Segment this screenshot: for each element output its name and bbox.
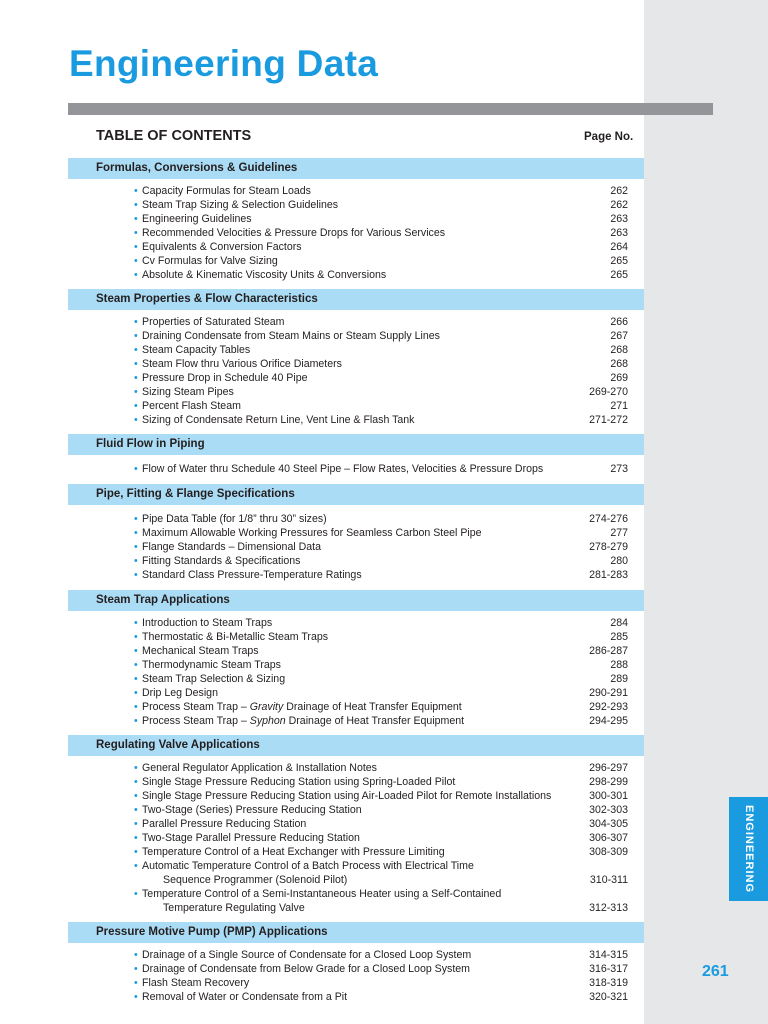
bullet-icon: • bbox=[134, 555, 138, 567]
bullet-icon: • bbox=[134, 199, 138, 211]
toc-section bbox=[68, 735, 644, 922]
entry-text: Cv Formulas for Valve Sizing bbox=[142, 255, 278, 267]
section-header: Steam Properties & Flow Characteristics bbox=[68, 289, 644, 310]
entry-text: Temperature Control of a Heat Exchanger with Pressure Limiting bbox=[142, 846, 445, 858]
section-header: Steam Trap Applications bbox=[68, 590, 644, 611]
bullet-icon: • bbox=[134, 241, 138, 253]
toc-entry[interactable] bbox=[68, 962, 644, 976]
entry-page-number: 296-297 bbox=[589, 762, 628, 774]
entry-text: Thermostatic & Bi-Metallic Steam Traps bbox=[142, 631, 329, 643]
entry-page-number: 263 bbox=[610, 227, 628, 239]
bullet-icon: • bbox=[134, 832, 138, 844]
entry-page-number: 294-295 bbox=[589, 715, 628, 727]
entry-text: Sizing of Condensate Return Line, Vent Line & Flash Tank bbox=[142, 414, 415, 426]
entry-page-number: 302-303 bbox=[589, 804, 628, 816]
toc-entry[interactable] bbox=[68, 357, 644, 371]
entry-text-continued: Sequence Programmer (Solenoid Pilot) bbox=[163, 874, 348, 886]
entry-text: Two-Stage (Series) Pressure Reducing Station bbox=[142, 804, 362, 816]
bullet-icon: • bbox=[134, 527, 138, 539]
bullet-icon: • bbox=[134, 344, 138, 356]
bullet-icon: • bbox=[134, 963, 138, 975]
entry-text: Drainage of a Single Source of Condensate for a Closed Loop System bbox=[142, 949, 472, 961]
entry-page-number: 274-276 bbox=[589, 513, 628, 525]
toc-entry[interactable] bbox=[68, 240, 644, 254]
entry-page-number: 298-299 bbox=[589, 776, 628, 788]
entry-page-number: 262 bbox=[610, 185, 628, 197]
entry-text: Flash Steam Recovery bbox=[142, 977, 250, 989]
toc-entry[interactable] bbox=[68, 212, 644, 226]
entry-text: Parallel Pressure Reducing Station bbox=[142, 818, 307, 830]
section-item-list bbox=[68, 505, 644, 590]
entry-page-number: 288 bbox=[610, 659, 628, 671]
entry-text: Maximum Allowable Working Pressures for Seamless Carbon Steel Pipe bbox=[142, 527, 482, 539]
toc-entry[interactable] bbox=[68, 817, 644, 831]
entry-page-number: 304-305 bbox=[589, 818, 628, 830]
entry-text: Flow of Water thru Schedule 40 Steel Pipe – Flow Rates, Velocities & Pressure Drops bbox=[142, 463, 544, 475]
bullet-icon: • bbox=[134, 776, 138, 788]
table-of-contents bbox=[68, 158, 644, 1011]
bullet-icon: • bbox=[134, 818, 138, 830]
section-item-list bbox=[68, 310, 644, 434]
entry-text: Removal of Water or Condensate from a Pit bbox=[142, 991, 348, 1003]
entry-text: Pressure Drop in Schedule 40 Pipe bbox=[142, 372, 308, 384]
bullet-icon: • bbox=[134, 673, 138, 685]
toc-entry[interactable] bbox=[68, 616, 644, 630]
toc-entry[interactable] bbox=[68, 512, 644, 526]
toc-entry[interactable] bbox=[68, 254, 644, 268]
entry-text-continued: Temperature Regulating Valve bbox=[163, 902, 305, 914]
bullet-icon: • bbox=[134, 330, 138, 342]
toc-section bbox=[68, 158, 644, 289]
bullet-icon: • bbox=[134, 316, 138, 328]
entry-page-number: 269 bbox=[610, 372, 628, 384]
toc-entry[interactable] bbox=[68, 329, 644, 343]
bullet-icon: • bbox=[134, 213, 138, 225]
bullet-icon: • bbox=[134, 513, 138, 525]
entry-page-number: 292-293 bbox=[589, 701, 628, 713]
bullet-icon: • bbox=[134, 255, 138, 267]
entry-page-number: 281-283 bbox=[589, 569, 628, 581]
entry-page-number: 316-317 bbox=[589, 963, 628, 975]
entry-page-number: 262 bbox=[610, 199, 628, 211]
entry-text: Drip Leg Design bbox=[142, 687, 218, 699]
toc-entry[interactable] bbox=[68, 700, 644, 714]
toc-entry[interactable] bbox=[68, 658, 644, 672]
toc-entry[interactable] bbox=[68, 399, 644, 413]
bullet-icon: • bbox=[134, 463, 138, 475]
section-header: Regulating Valve Applications bbox=[68, 735, 644, 756]
bullet-icon: • bbox=[134, 790, 138, 802]
entry-page-number: 264 bbox=[610, 241, 628, 253]
bullet-icon: • bbox=[134, 687, 138, 699]
bullet-icon: • bbox=[134, 400, 138, 412]
section-item-list bbox=[68, 455, 644, 484]
section-header: Formulas, Conversions & Guidelines bbox=[68, 158, 644, 179]
entry-page-number: 310-311 bbox=[589, 874, 628, 886]
bullet-icon: • bbox=[134, 762, 138, 774]
entry-page-number: 265 bbox=[610, 255, 628, 267]
page-no-column-label: Page No. bbox=[584, 131, 634, 143]
bullet-icon: • bbox=[134, 185, 138, 197]
entry-text: General Regulator Application & Installation Notes bbox=[142, 762, 377, 774]
bullet-icon: • bbox=[134, 358, 138, 370]
entry-page-number: 280 bbox=[610, 555, 628, 567]
entry-text: Thermodynamic Steam Traps bbox=[142, 659, 281, 671]
entry-text: Fitting Standards & Specifications bbox=[142, 555, 301, 567]
bullet-icon: • bbox=[134, 659, 138, 671]
entry-text: Engineering Guidelines bbox=[142, 213, 252, 225]
bullet-icon: • bbox=[134, 949, 138, 961]
toc-entry[interactable] bbox=[68, 268, 644, 282]
entry-text: Steam Capacity Tables bbox=[142, 344, 251, 356]
bullet-icon: • bbox=[134, 414, 138, 426]
toc-entry[interactable] bbox=[68, 385, 644, 399]
entry-page-number: 278-279 bbox=[589, 541, 628, 553]
toc-entry[interactable] bbox=[68, 568, 644, 582]
section-header: Fluid Flow in Piping bbox=[68, 434, 644, 455]
entry-page-number: 277 bbox=[610, 527, 628, 539]
entry-page-number: 267 bbox=[610, 330, 628, 342]
entry-text: Drainage of Heat Transfer Equipment bbox=[283, 701, 462, 713]
entry-text: Pipe Data Table (for 1/8” thru 30” sizes) bbox=[142, 513, 327, 525]
entry-page-number: 271 bbox=[610, 400, 628, 412]
section-tab-label: ENGINEERING bbox=[742, 804, 755, 894]
section-item-list bbox=[68, 179, 644, 289]
entry-emphasis: Gravity bbox=[249, 701, 284, 713]
page-title: Engineering Data bbox=[69, 43, 379, 84]
entry-text: Steam Trap Selection & Sizing bbox=[142, 673, 286, 685]
entry-text: Absolute & Kinematic Viscosity Units & Conversions bbox=[142, 269, 387, 281]
entry-page-number: 290-291 bbox=[589, 687, 628, 699]
toc-entry[interactable] bbox=[68, 630, 644, 644]
entry-page-number: 268 bbox=[610, 358, 628, 370]
bullet-icon: • bbox=[134, 386, 138, 398]
entry-text: Flange Standards – Dimensional Data bbox=[142, 541, 322, 553]
entry-page-number: 312-313 bbox=[589, 902, 628, 914]
toc-entry[interactable] bbox=[68, 526, 644, 540]
toc-entry[interactable] bbox=[68, 672, 644, 686]
entry-text: Steam Flow thru Various Orifice Diameters bbox=[142, 358, 342, 370]
toc-entry[interactable] bbox=[68, 371, 644, 385]
section-item-list bbox=[68, 611, 644, 735]
entry-page-number: 284 bbox=[610, 617, 628, 629]
toc-entry[interactable] bbox=[68, 789, 644, 803]
bullet-icon: • bbox=[134, 631, 138, 643]
toc-entry[interactable] bbox=[68, 775, 644, 789]
entry-text: Automatic Temperature Control of a Batch Process with Electrical Time bbox=[142, 860, 474, 872]
section-item-list bbox=[68, 943, 644, 1011]
toc-entry[interactable] bbox=[68, 990, 644, 1004]
bullet-icon: • bbox=[134, 269, 138, 281]
bullet-icon: • bbox=[134, 569, 138, 581]
toc-entry[interactable] bbox=[68, 761, 644, 775]
entry-page-number: 289 bbox=[610, 673, 628, 685]
toc-section bbox=[68, 434, 644, 484]
entry-page-number: 269-270 bbox=[589, 386, 628, 398]
entry-text: Two-Stage Parallel Pressure Reducing Station bbox=[142, 832, 360, 844]
entry-page-number: 271-272 bbox=[589, 414, 628, 426]
entry-page-number: 306-307 bbox=[589, 832, 628, 844]
toc-section bbox=[68, 922, 644, 1011]
entry-page-number: 268 bbox=[610, 344, 628, 356]
entry-page-number: 318-319 bbox=[589, 977, 628, 989]
toc-entry[interactable] bbox=[68, 540, 644, 554]
entry-text: Process Steam Trap – bbox=[142, 701, 250, 713]
toc-entry[interactable] bbox=[68, 948, 644, 962]
entry-text: Draining Condensate from Steam Mains or Steam Supply Lines bbox=[142, 330, 440, 342]
toc-entry[interactable] bbox=[68, 976, 644, 990]
title-divider-bar bbox=[68, 103, 713, 115]
page-number: 261 bbox=[702, 963, 729, 980]
toc-entry[interactable] bbox=[68, 845, 644, 859]
toc-entry[interactable] bbox=[68, 315, 644, 329]
entry-page-number: 286-287 bbox=[589, 645, 628, 657]
entry-page-number: 314-315 bbox=[589, 949, 628, 961]
toc-section bbox=[68, 484, 644, 590]
entry-text: Properties of Saturated Steam bbox=[142, 316, 285, 328]
entry-text: Single Stage Pressure Reducing Station using Spring-Loaded Pilot bbox=[142, 776, 456, 788]
toc-entry[interactable] bbox=[68, 887, 644, 915]
toc-entry[interactable] bbox=[68, 859, 644, 887]
entry-text: Capacity Formulas for Steam Loads bbox=[142, 185, 311, 197]
toc-section bbox=[68, 590, 644, 735]
section-header: Pipe, Fitting & Flange Specifications bbox=[68, 484, 644, 505]
toc-entry[interactable] bbox=[68, 343, 644, 357]
entry-text: Mechanical Steam Traps bbox=[142, 645, 259, 657]
entry-page-number: 320-321 bbox=[589, 991, 628, 1003]
toc-entry[interactable] bbox=[68, 198, 644, 212]
bullet-icon: • bbox=[134, 888, 138, 900]
toc-heading: TABLE OF CONTENTS bbox=[96, 128, 252, 144]
entry-page-number: 265 bbox=[610, 269, 628, 281]
bullet-icon: • bbox=[134, 645, 138, 657]
entry-text: Single Stage Pressure Reducing Station using Air-Loaded Pilot for Remote Installations bbox=[142, 790, 552, 802]
entry-text: Temperature Control of a Semi-Instantaneous Heater using a Self-Contained bbox=[142, 888, 502, 900]
toc-entry[interactable] bbox=[68, 226, 644, 240]
bullet-icon: • bbox=[134, 372, 138, 384]
entry-page-number: 285 bbox=[610, 631, 628, 643]
toc-entry[interactable] bbox=[68, 714, 644, 728]
bullet-icon: • bbox=[134, 977, 138, 989]
entry-page-number: 263 bbox=[610, 213, 628, 225]
bullet-icon: • bbox=[134, 860, 138, 872]
entry-emphasis: Syphon bbox=[249, 715, 286, 727]
entry-page-number: 266 bbox=[610, 316, 628, 328]
entry-text: Introduction to Steam Traps bbox=[142, 617, 273, 629]
entry-page-number: 273 bbox=[610, 463, 628, 475]
entry-text: Steam Trap Sizing & Selection Guidelines bbox=[142, 199, 339, 211]
bullet-icon: • bbox=[134, 804, 138, 816]
entry-text: Recommended Velocities & Pressure Drops for Various Services bbox=[142, 227, 446, 239]
entry-text: Percent Flash Steam bbox=[142, 400, 241, 412]
section-tab-engineering[interactable] bbox=[729, 797, 768, 901]
entry-page-number: 308-309 bbox=[589, 846, 628, 858]
section-item-list bbox=[68, 756, 644, 922]
entry-text: Sizing Steam Pipes bbox=[142, 386, 234, 398]
toc-entry[interactable] bbox=[68, 686, 644, 700]
entry-text: Drainage of Heat Transfer Equipment bbox=[285, 715, 465, 727]
bullet-icon: • bbox=[134, 715, 138, 727]
toc-entry[interactable] bbox=[68, 644, 644, 658]
entry-text: Process Steam Trap – bbox=[142, 715, 250, 727]
entry-text: Standard Class Pressure-Temperature Ratings bbox=[142, 569, 362, 581]
section-header: Pressure Motive Pump (PMP) Applications bbox=[68, 922, 644, 943]
entry-text: Drainage of Condensate from Below Grade for a Closed Loop System bbox=[142, 963, 470, 975]
toc-entry[interactable] bbox=[68, 554, 644, 568]
entry-page-number: 300-301 bbox=[589, 790, 628, 802]
toc-entry[interactable] bbox=[68, 831, 644, 845]
bullet-icon: • bbox=[134, 541, 138, 553]
bullet-icon: • bbox=[134, 701, 138, 713]
bullet-icon: • bbox=[134, 227, 138, 239]
bullet-icon: • bbox=[134, 991, 138, 1003]
toc-entry[interactable] bbox=[68, 803, 644, 817]
toc-section bbox=[68, 289, 644, 434]
toc-entry[interactable] bbox=[68, 184, 644, 198]
bullet-icon: • bbox=[134, 617, 138, 629]
toc-entry[interactable] bbox=[68, 413, 644, 427]
entry-text: Equivalents & Conversion Factors bbox=[142, 241, 302, 253]
toc-entry[interactable] bbox=[68, 462, 644, 476]
bullet-icon: • bbox=[134, 846, 138, 858]
